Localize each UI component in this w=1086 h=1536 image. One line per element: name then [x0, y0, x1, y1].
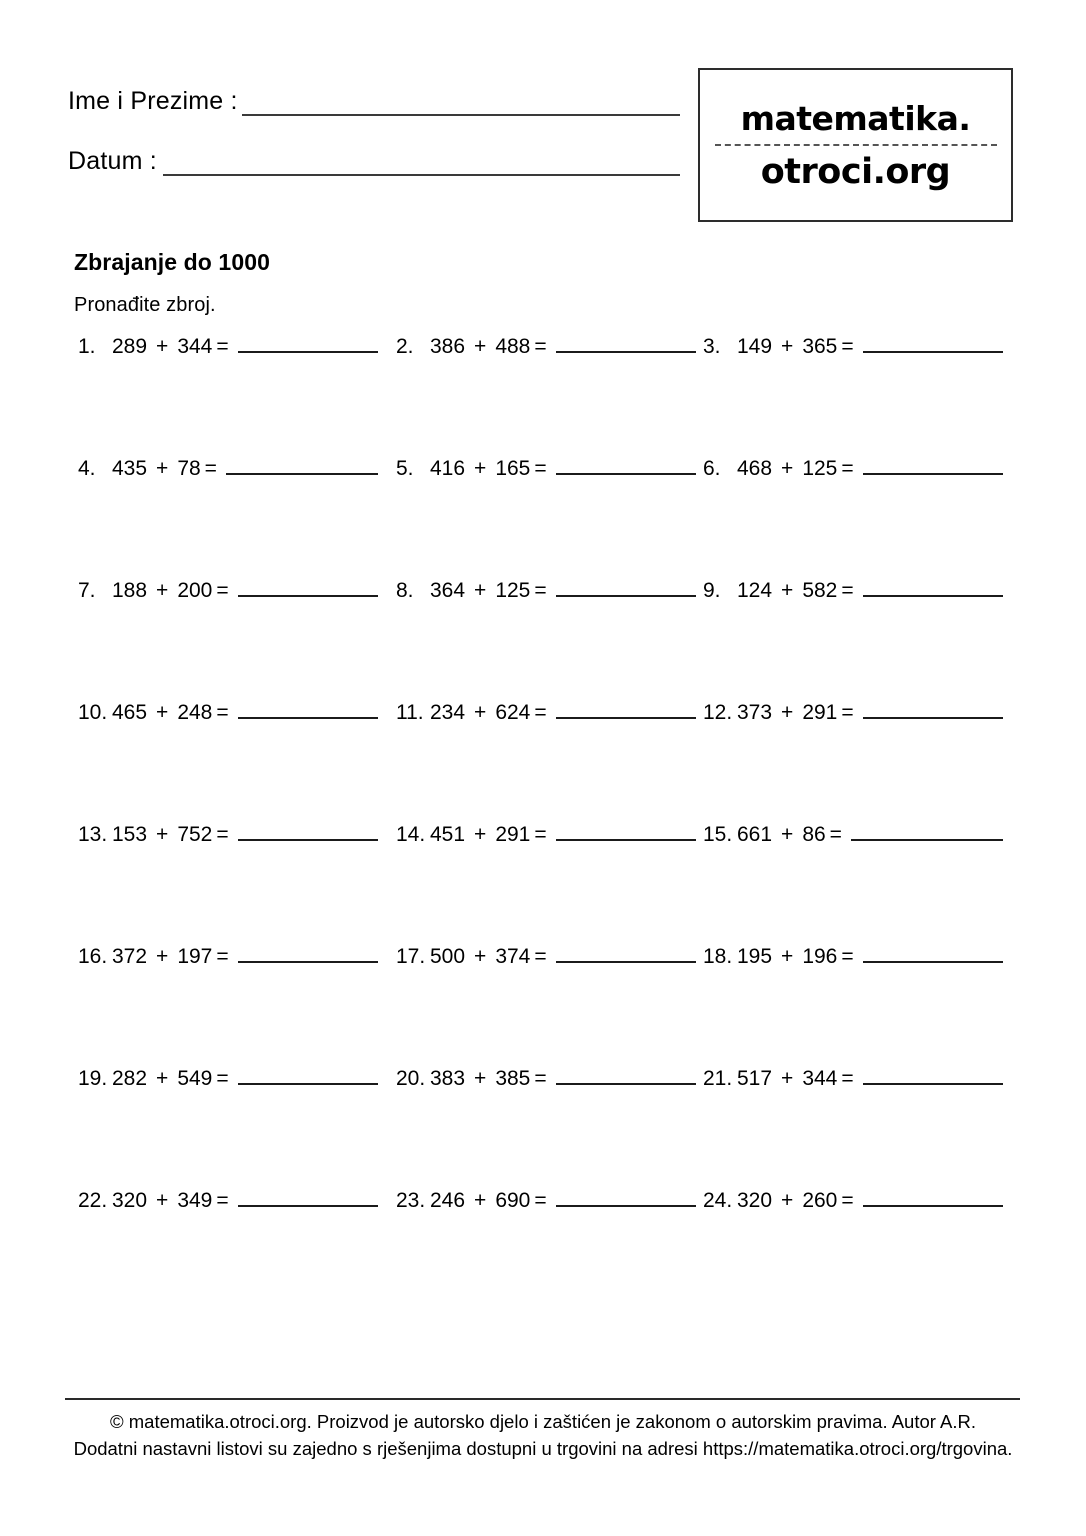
- addend-second: 125: [495, 579, 531, 602]
- answer-blank[interactable]: [556, 697, 696, 719]
- problem-number: 5.: [396, 457, 414, 480]
- answer-blank[interactable]: [863, 1185, 1003, 1207]
- equals-sign: =: [204, 457, 217, 480]
- equals-sign: =: [534, 457, 547, 480]
- addend-second: 78: [177, 457, 201, 480]
- addend-second: 624: [495, 701, 531, 724]
- plus-operator-icon: +: [474, 1189, 487, 1212]
- addend-first: 320: [112, 1189, 148, 1212]
- addend-second: 291: [495, 823, 531, 846]
- plus-operator-icon: +: [781, 335, 794, 358]
- problem-row: [0, 941, 1086, 1063]
- addend-first: 320: [737, 1189, 773, 1212]
- problem-item: [78, 453, 378, 489]
- problem-item: [396, 331, 696, 367]
- name-field-label: Ime i Prezime :: [68, 87, 238, 115]
- problem-number: 2.: [396, 335, 414, 358]
- addend-second: 248: [177, 701, 213, 724]
- problem-item: [396, 941, 696, 977]
- date-field-row: [68, 132, 680, 176]
- answer-blank[interactable]: [238, 819, 378, 841]
- problem-number: 8.: [396, 579, 414, 602]
- plus-operator-icon: +: [781, 701, 794, 724]
- logo-line-matematika: matematika.: [740, 98, 971, 138]
- problem-number: 21.: [703, 1067, 733, 1090]
- plus-operator-icon: +: [474, 701, 487, 724]
- plus-operator-icon: +: [156, 457, 169, 480]
- problem-number: 23.: [396, 1189, 426, 1212]
- addend-first: 465: [112, 701, 148, 724]
- answer-blank[interactable]: [556, 575, 696, 597]
- problem-item: [703, 819, 1003, 855]
- equals-sign: =: [841, 701, 854, 724]
- equals-sign: =: [841, 945, 854, 968]
- addend-first: 246: [430, 1189, 466, 1212]
- answer-blank[interactable]: [556, 819, 696, 841]
- problem-item: [396, 1063, 696, 1099]
- answer-blank[interactable]: [556, 941, 696, 963]
- addend-first: 451: [430, 823, 466, 846]
- equals-sign: =: [534, 701, 547, 724]
- addend-first: 188: [112, 579, 148, 602]
- addend-first: 500: [430, 945, 466, 968]
- problem-item: [703, 453, 1003, 489]
- plus-operator-icon: +: [156, 335, 169, 358]
- problem-number: 16.: [78, 945, 108, 968]
- problem-number: 6.: [703, 457, 721, 480]
- problem-item: [396, 1185, 696, 1221]
- addend-second: 690: [495, 1189, 531, 1212]
- logo-dashed-divider-icon: [715, 144, 997, 146]
- plus-operator-icon: +: [781, 457, 794, 480]
- answer-blank[interactable]: [851, 819, 1003, 841]
- answer-blank[interactable]: [238, 331, 378, 353]
- problem-number: 7.: [78, 579, 96, 602]
- addend-first: 234: [430, 701, 466, 724]
- problem-number: 15.: [703, 823, 733, 846]
- plus-operator-icon: +: [781, 945, 794, 968]
- footer-divider: [65, 1398, 1020, 1400]
- answer-blank[interactable]: [238, 697, 378, 719]
- plus-operator-icon: +: [156, 579, 169, 602]
- problem-item: [78, 697, 378, 733]
- problem-number: 17.: [396, 945, 426, 968]
- plus-operator-icon: +: [474, 823, 487, 846]
- addend-second: 125: [802, 457, 838, 480]
- equals-sign: =: [216, 335, 229, 358]
- equals-sign: =: [216, 579, 229, 602]
- answer-blank[interactable]: [863, 697, 1003, 719]
- addend-first: 153: [112, 823, 148, 846]
- equals-sign: =: [534, 335, 547, 358]
- addend-second: 582: [802, 579, 838, 602]
- addend-second: 197: [177, 945, 213, 968]
- problem-item: [396, 819, 696, 855]
- plus-operator-icon: +: [781, 823, 794, 846]
- problem-number: 20.: [396, 1067, 426, 1090]
- name-field-input[interactable]: [242, 86, 680, 116]
- addend-second: 344: [177, 335, 213, 358]
- problem-item: [78, 331, 378, 367]
- equals-sign: =: [841, 1067, 854, 1090]
- problem-grid: [0, 331, 1086, 1307]
- problem-item: [78, 1063, 378, 1099]
- addend-first: 372: [112, 945, 148, 968]
- plus-operator-icon: +: [474, 457, 487, 480]
- problem-row: [0, 453, 1086, 575]
- plus-operator-icon: +: [156, 823, 169, 846]
- plus-operator-icon: +: [781, 1067, 794, 1090]
- problem-number: 4.: [78, 457, 96, 480]
- page-title: Zbrajanje do 1000: [74, 249, 270, 275]
- addend-first: 364: [430, 579, 466, 602]
- problem-number: 11.: [396, 701, 424, 724]
- equals-sign: =: [534, 1189, 547, 1212]
- problem-row: [0, 575, 1086, 697]
- addend-first: 373: [737, 701, 773, 724]
- problem-item: [78, 819, 378, 855]
- addend-first: 661: [737, 823, 773, 846]
- problem-item: [703, 1063, 1003, 1099]
- site-logo-box: [698, 68, 1013, 222]
- problem-item: [78, 1185, 378, 1221]
- problem-number: 19.: [78, 1067, 108, 1090]
- problem-number: 14.: [396, 823, 426, 846]
- problem-row: [0, 819, 1086, 941]
- plus-operator-icon: +: [781, 1189, 794, 1212]
- plus-operator-icon: +: [474, 1067, 487, 1090]
- answer-blank[interactable]: [556, 331, 696, 353]
- addend-second: 752: [177, 823, 213, 846]
- addend-second: 549: [177, 1067, 213, 1090]
- addend-second: 291: [802, 701, 838, 724]
- plus-operator-icon: +: [156, 701, 169, 724]
- addend-first: 195: [737, 945, 773, 968]
- addend-first: 517: [737, 1067, 773, 1090]
- problem-item: [396, 697, 696, 733]
- footer-store-line: Dodatni nastavni listovi su zajedno s rješenjima dostupni u trgovini na adresi https://matematika.otroci.org/trgovina.: [73, 1438, 1013, 1459]
- problem-number: 18.: [703, 945, 733, 968]
- equals-sign: =: [534, 945, 547, 968]
- answer-blank[interactable]: [238, 1185, 378, 1207]
- answer-blank[interactable]: [238, 1063, 378, 1085]
- date-field-input[interactable]: [163, 146, 680, 176]
- plus-operator-icon: +: [156, 1189, 169, 1212]
- addend-first: 282: [112, 1067, 148, 1090]
- addend-second: 344: [802, 1067, 838, 1090]
- problem-item: [78, 941, 378, 977]
- problem-number: 13.: [78, 823, 108, 846]
- equals-sign: =: [216, 823, 229, 846]
- addend-first: 468: [737, 457, 773, 480]
- addend-second: 260: [802, 1189, 838, 1212]
- addend-first: 289: [112, 335, 148, 358]
- plus-operator-icon: +: [156, 945, 169, 968]
- answer-blank[interactable]: [863, 453, 1003, 475]
- plus-operator-icon: +: [474, 335, 487, 358]
- equals-sign: =: [534, 1067, 547, 1090]
- answer-blank[interactable]: [226, 453, 378, 475]
- addend-first: 124: [737, 579, 773, 602]
- problem-item: [396, 575, 696, 611]
- answer-blank[interactable]: [863, 331, 1003, 353]
- addend-first: 383: [430, 1067, 466, 1090]
- problem-row: [0, 331, 1086, 453]
- problem-item: [703, 1185, 1003, 1221]
- problem-item: [396, 453, 696, 489]
- answer-blank[interactable]: [556, 1185, 696, 1207]
- equals-sign: =: [841, 1189, 854, 1212]
- plus-operator-icon: +: [156, 1067, 169, 1090]
- addend-first: 435: [112, 457, 148, 480]
- addend-second: 488: [495, 335, 531, 358]
- addend-first: 386: [430, 335, 466, 358]
- answer-blank[interactable]: [556, 1063, 696, 1085]
- problem-item: [703, 941, 1003, 977]
- addend-second: 86: [802, 823, 826, 846]
- equals-sign: =: [216, 945, 229, 968]
- problem-number: 3.: [703, 335, 721, 358]
- equals-sign: =: [841, 457, 854, 480]
- problem-item: [703, 331, 1003, 367]
- addend-second: 385: [495, 1067, 531, 1090]
- addend-second: 200: [177, 579, 213, 602]
- plus-operator-icon: +: [781, 579, 794, 602]
- equals-sign: =: [216, 1067, 229, 1090]
- addend-first: 149: [737, 335, 773, 358]
- problem-row: [0, 1185, 1086, 1307]
- equals-sign: =: [841, 335, 854, 358]
- answer-blank[interactable]: [238, 941, 378, 963]
- logo-line-otroci-org: otroci.org: [760, 151, 951, 192]
- problem-number: 9.: [703, 579, 721, 602]
- addend-first: 416: [430, 457, 466, 480]
- plus-operator-icon: +: [474, 945, 487, 968]
- addend-second: 196: [802, 945, 838, 968]
- problem-item: [703, 697, 1003, 733]
- equals-sign: =: [841, 579, 854, 602]
- problem-item: [78, 575, 378, 611]
- answer-blank[interactable]: [863, 941, 1003, 963]
- problem-number: 22.: [78, 1189, 108, 1212]
- answer-blank[interactable]: [238, 575, 378, 597]
- answer-blank[interactable]: [863, 1063, 1003, 1085]
- footer-text: [0, 1408, 1086, 1462]
- problem-row: [0, 697, 1086, 819]
- answer-blank[interactable]: [863, 575, 1003, 597]
- problem-number: 1.: [78, 335, 96, 358]
- equals-sign: =: [829, 823, 842, 846]
- addend-second: 374: [495, 945, 531, 968]
- problem-number: 10.: [78, 701, 108, 724]
- name-field-row: [68, 72, 680, 116]
- equals-sign: =: [534, 823, 547, 846]
- plus-operator-icon: +: [474, 579, 487, 602]
- problem-number: 24.: [703, 1189, 733, 1212]
- addend-second: 349: [177, 1189, 213, 1212]
- problem-item: [703, 575, 1003, 611]
- answer-blank[interactable]: [556, 453, 696, 475]
- problem-row: [0, 1063, 1086, 1185]
- equals-sign: =: [216, 701, 229, 724]
- equals-sign: =: [216, 1189, 229, 1212]
- addend-second: 165: [495, 457, 531, 480]
- addend-second: 365: [802, 335, 838, 358]
- footer-copyright-line: © matematika.otroci.org. Proizvod je autorsko djelo i zaštićen je zakonom o autorskim pravima. Autor A.R.: [109, 1411, 977, 1432]
- instruction-text: Pronađite zbroj.: [74, 294, 216, 316]
- problem-number: 12.: [703, 701, 733, 724]
- equals-sign: =: [534, 579, 547, 602]
- date-field-label: Datum :: [68, 147, 157, 175]
